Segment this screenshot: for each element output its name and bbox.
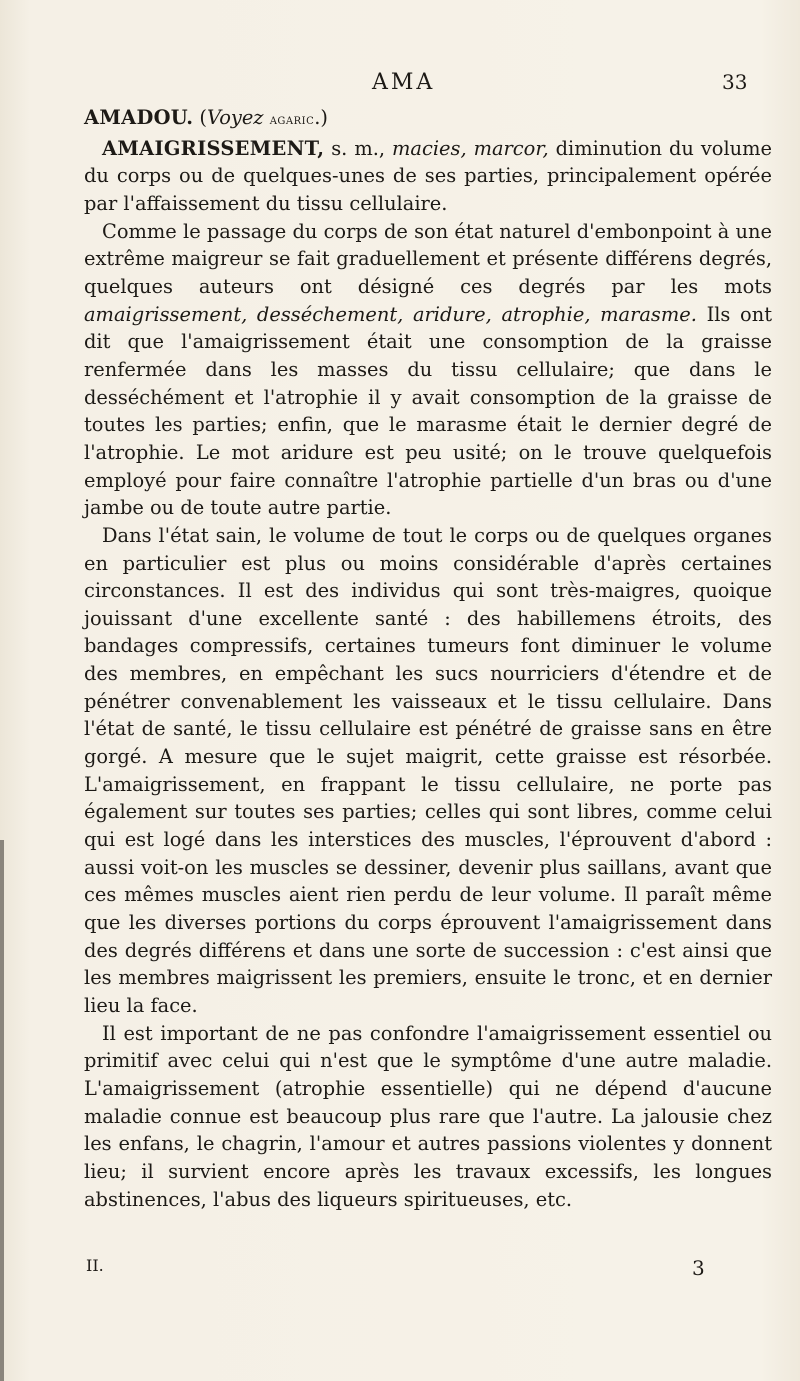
signature-mark: 3 xyxy=(692,1256,705,1280)
definition: diminution du volume du corps ou de quelques-unes de ses parties, principalement opérée par l'affaissement du tissu cellulaire. xyxy=(84,136,772,215)
entry-amadou xyxy=(84,104,772,135)
running-head-title: AMA xyxy=(372,70,436,95)
headword-amadou: AMADOU. xyxy=(84,106,194,129)
page-edge-shadow xyxy=(0,840,4,1381)
paren-open: ( xyxy=(193,106,207,129)
headword-amaigrissement: AMAIGRISSEMENT, xyxy=(102,136,325,160)
paragraph-degrees-intro: Comme le passage du corps de son état naturel d'embonpoint à une extrême maigreur se fait graduellement et présente différens degrés, quelques auteurs ont désigné ces degrés par les mots xyxy=(84,219,772,298)
paragraph-degrees-rest: Ils ont dit que l'amaigrissement était une consomption de la graisse renfermée dans les masses du tissu cellulaire; que dans le desséchément et l'atrophie il y avait consomption de la graisse de toutes les parties; enfin, que le marasme était le dernier degré de l'atrophie. Le mot aridure est peu usité; on le trouve quelquefois employé pour faire connaître l'atrophie partielle d'un bras ou d'une jambe ou de toute autre partie. xyxy=(84,302,772,520)
running-head xyxy=(0,70,800,100)
page-number: 33 xyxy=(722,70,748,94)
paragraph-degrees xyxy=(84,218,772,522)
paragraph-essential: Il est important de ne pas confondre l'amaigrissement essentiel ou primitif avec celui qui n'est que le symptôme d'une autre maladie. L'amaigrissement (atrophie essentielle) qui ne dépend d'aucune maladie connue est beaucoup plus rare que l'autre. La jalousie chez les enfans, le chagrin, l'amour et autres passions violentes y donnent lieu; il survient encore après les travaux excessifs, les longues abstinences, l'abus des liqueurs spiritueuses, etc. xyxy=(84,1021,772,1211)
paren-close: .) xyxy=(314,106,328,129)
latin-synonyms: macies, marcor, xyxy=(392,136,549,160)
entry-amaigrissement xyxy=(84,135,772,218)
paragraph-healthy-state: Dans l'état sain, le volume de tout le corps ou de quelques organes en particulier est plus ou moins considérable d'après certaines circonstances. Il est des individus qui sont très-maigres, quoique jouissant d'une excellente santé : des habillemens étroits, des bandages compressifs, certaines tumeurs font diminuer le volume des membres, en empêchant les sucs nourriciers d'étendre et de pénétrer convenablement les vaisseaux et le tissu cellulaire. Dans l'état de santé, le tissu cellulaire est pénétré de graisse sans en être gorgé. A mesure que le sujet maigrit, cette graisse est résorbée. L'amaigrissement, en frappant le tissu cellulaire, ne porte pas également sur toutes ses parties; celles qui sont libres, comme celui qui est logé dans les interstices des muscles, l'éprouvent d'abord : aussi voit-on les muscles se dessiner, devenir plus saillans, avant que ces mêmes muscles aient rien perdu de leur volume. Il paraît même que les diverses portions du corps éprouvent l'amaigrissement dans des degrés différens et dans une sorte de succession : c'est ainsi que les membres maigrissent les premiers, ensuite le tronc, et en dernier lieu la face. xyxy=(84,523,772,1017)
voyez-label: Voyez xyxy=(206,106,264,129)
grammar-note: s. m., xyxy=(324,136,393,160)
body-text xyxy=(84,104,772,1213)
volume-mark: II. xyxy=(86,1256,104,1275)
cross-reference: agaric xyxy=(269,112,315,128)
page-footer xyxy=(0,1256,800,1284)
degree-terms: amaigrissement, desséchement, aridure, atrophie, marasme. xyxy=(84,302,697,326)
